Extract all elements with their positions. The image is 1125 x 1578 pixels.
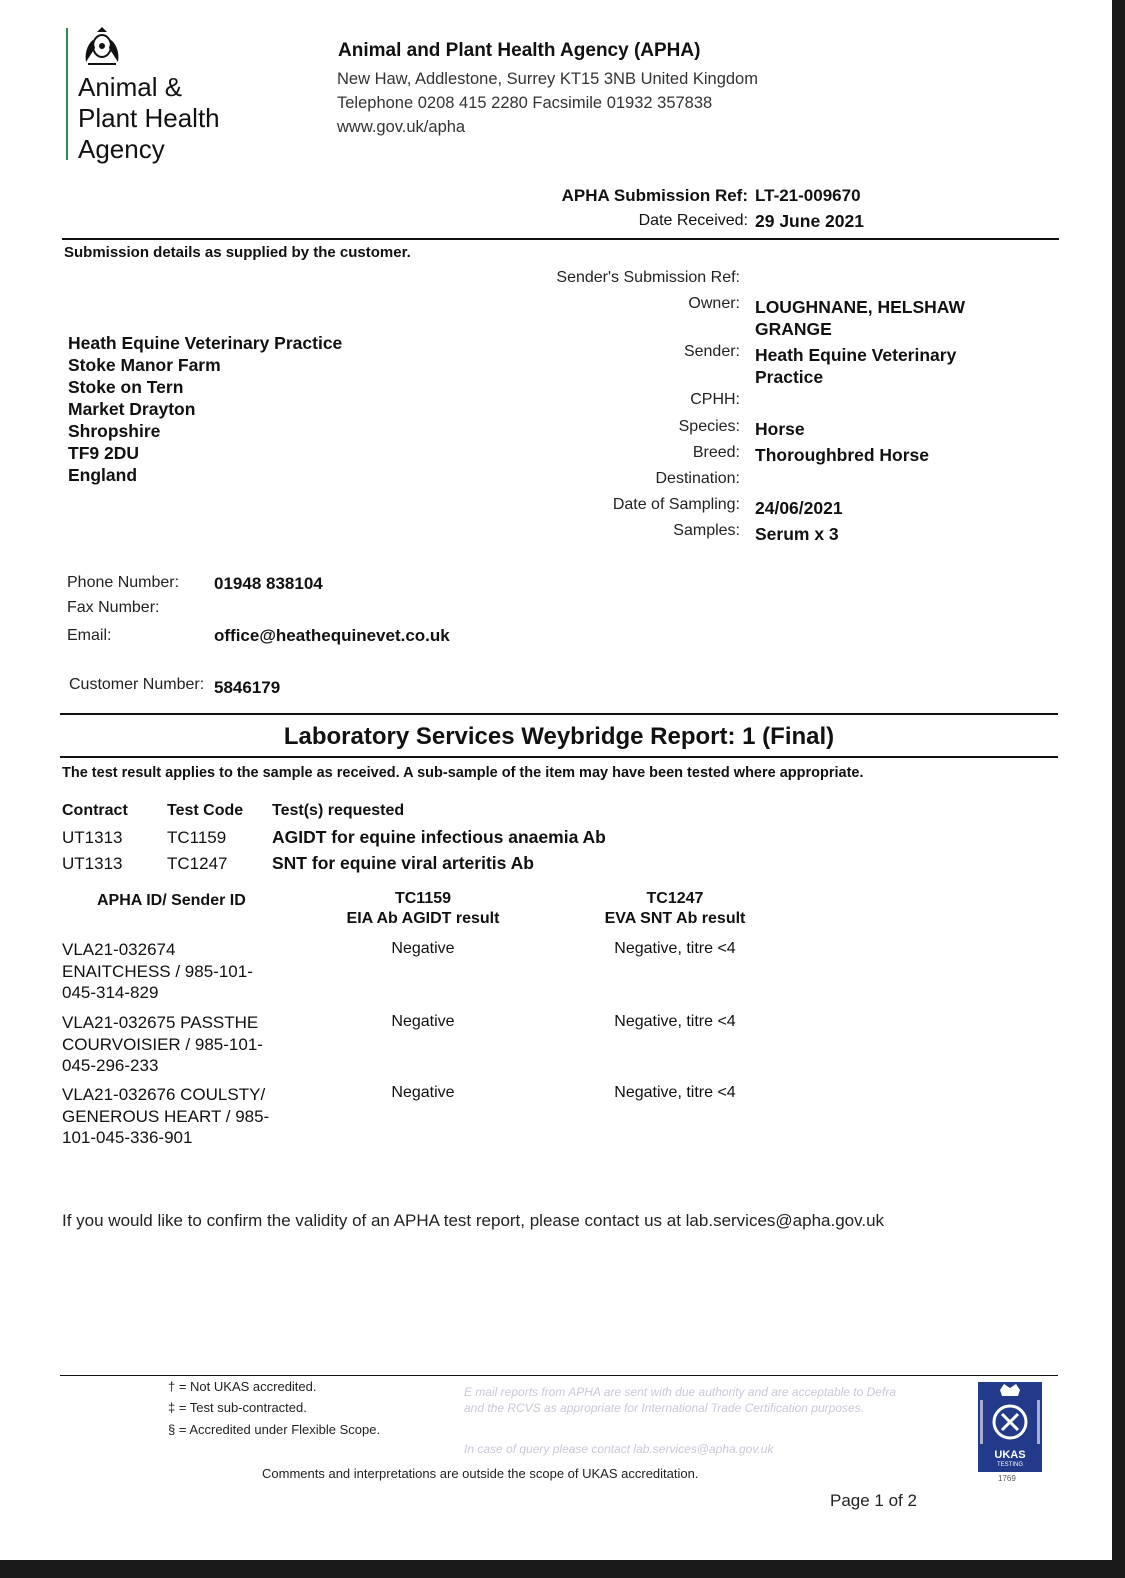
test-code: TC1159	[167, 828, 227, 847]
species-label: Species:	[678, 418, 740, 435]
email-reports-notice: E mail reports from APHA are sent with due authority and are acceptable to Defra and the RCVS as appropriate for International Trade Certification purposes.	[464, 1385, 896, 1415]
divider	[60, 713, 1058, 715]
results-header-eia: TC1159 EIA Ab AGIDT result	[346, 890, 500, 927]
result-eia: Negative	[391, 1084, 455, 1101]
test-code: TC1247	[167, 854, 228, 873]
validity-note: If you would like to confirm the validity of an APHA test report, please contact us at lab.services@apha.gov.uk	[62, 1211, 885, 1230]
sender-value: Heath Equine Veterinary Practice	[755, 345, 957, 387]
fax-label: Fax Number:	[67, 599, 160, 616]
sampling-date-label: Date of Sampling:	[612, 496, 740, 513]
ukas-mark: UKAS TESTING	[978, 1382, 1042, 1472]
ukas-number: 1769	[998, 1474, 1016, 1483]
owner-label: Owner:	[688, 295, 740, 312]
result-eva: Negative, titre <4	[614, 1084, 736, 1101]
destination-label: Destination:	[655, 470, 740, 487]
result-sample-id: VLA21-032675 PASSTHE COURVOISIER / 985-101-045-296-233	[62, 1013, 263, 1075]
divider	[62, 238, 1059, 240]
test-contract: UT1313	[62, 828, 123, 847]
customer-address: Heath Equine Veterinary Practice Stoke Manor Farm Stoke on Tern Market Drayton Shropshire TF9 2DU England	[68, 333, 343, 485]
agency-logo-text: Animal & Plant Health Agency	[78, 72, 220, 164]
royal-crest-icon	[78, 24, 126, 66]
legend-not-accredited: † = Not UKAS accredited.	[168, 1379, 317, 1394]
details-heading: Submission details as supplied by the customer.	[64, 244, 411, 261]
legend-flexible-scope: § = Accredited under Flexible Scope.	[168, 1422, 381, 1437]
org-address: New Haw, Addlestone, Surrey KT15 3NB United Kingdom	[337, 70, 758, 88]
submission-ref-label: APHA Submission Ref:	[561, 186, 748, 205]
samples-value: Serum x 3	[755, 524, 839, 544]
org-name: Animal and Plant Health Agency (APHA)	[338, 40, 701, 61]
species-value: Horse	[755, 419, 805, 439]
cphh-label: CPHH:	[690, 391, 740, 408]
result-sample-id: VLA21-032676 COULSTY/ GENEROUS HEART / 985-101-045-336-901	[62, 1085, 270, 1147]
test-name: SNT for equine viral arteritis Ab	[272, 853, 534, 873]
page-number: Page 1 of 2	[830, 1491, 917, 1510]
date-received-value: 29 June 2021	[755, 211, 864, 231]
result-eia: Negative	[391, 940, 455, 957]
test-contract: UT1313	[62, 854, 123, 873]
result-eva: Negative, titre <4	[614, 940, 736, 957]
date-received-label: Date Received:	[638, 212, 748, 229]
divider	[60, 1375, 1058, 1376]
org-website[interactable]: www.gov.uk/apha	[337, 118, 466, 136]
email-label: Email:	[67, 627, 112, 644]
phone-value: 01948 838104	[214, 574, 323, 593]
divider	[60, 756, 1058, 758]
customer-number-value: 5846179	[214, 678, 281, 697]
sender-label: Sender:	[683, 343, 740, 360]
query-notice: In case of query please contact lab.services@apha.gov.uk	[464, 1442, 774, 1456]
senders-ref-label: Sender's Submission Ref:	[556, 269, 740, 286]
results-header-eva: TC1247 EVA SNT Ab result	[604, 890, 746, 927]
samples-label: Samples:	[673, 522, 740, 539]
submission-ref-value: LT-21-009670	[755, 186, 861, 205]
breed-value: Thoroughbred Horse	[755, 445, 930, 465]
email-value[interactable]: office@heathequinevet.co.uk	[214, 626, 450, 645]
results-header-id: APHA ID/ Sender ID	[97, 892, 246, 909]
tests-header-code: Test Code	[167, 802, 244, 819]
tests-header-requested: Test(s) requested	[272, 802, 405, 819]
owner-value: LOUGHNANE, HELSHAW GRANGE	[755, 297, 965, 339]
tests-header-contract: Contract	[62, 802, 128, 819]
sampling-date-value: 24/06/2021	[755, 498, 843, 518]
ukas-scope-comment: Comments and interpretations are outside the scope of UKAS accreditation.	[262, 1466, 699, 1481]
ukas-crown-icon	[978, 1382, 1042, 1452]
report-note: The test result applies to the sample as received. A sub-sample of the item may have been tested where appropriate.	[62, 765, 864, 781]
phone-label: Phone Number:	[67, 574, 180, 591]
result-eia: Negative	[391, 1013, 455, 1030]
result-eva: Negative, titre <4	[614, 1013, 736, 1030]
legend-sub-contracted: ‡ = Test sub-contracted.	[168, 1400, 307, 1415]
breed-label: Breed:	[692, 444, 740, 461]
test-name: AGIDT for equine infectious anaemia Ab	[272, 827, 606, 847]
customer-number-label: Customer Number:	[69, 676, 205, 693]
report-title: Laboratory Services Weybridge Report: 1 (Final)	[283, 723, 835, 750]
result-sample-id: VLA21-032674 ENAITCHESS / 985-101-045-314-829	[62, 940, 253, 1002]
logo-rule	[66, 28, 68, 160]
org-phone-fax: Telephone 0208 415 2280 Facsimile 01932 357838	[337, 94, 713, 112]
